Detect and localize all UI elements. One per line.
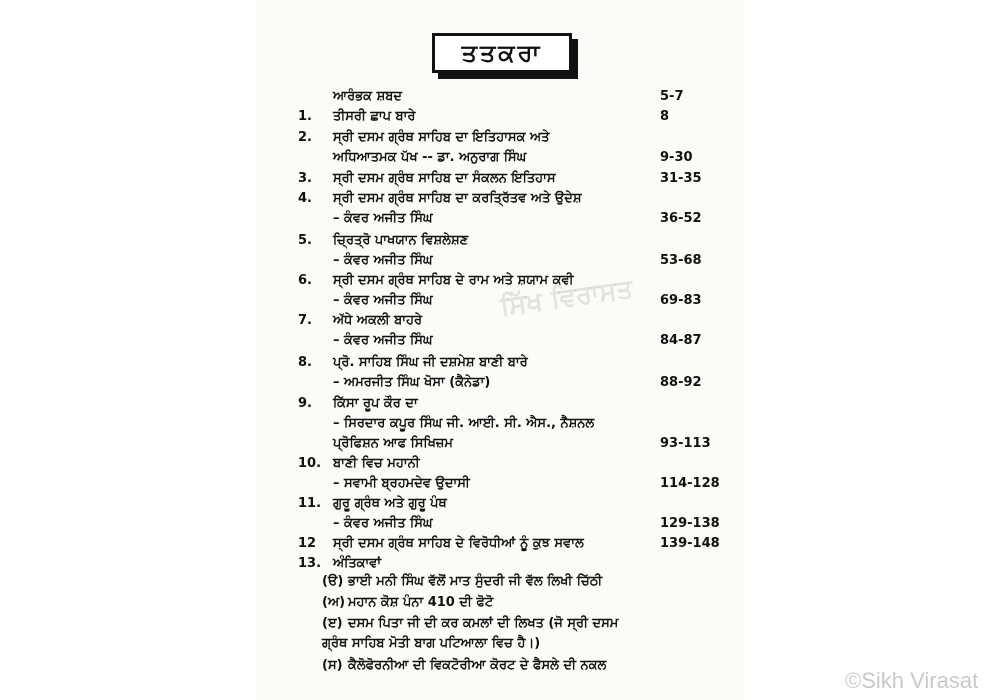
- toc-entry: [0, 250, 1000, 272]
- toc-entry: [0, 493, 1000, 515]
- entry-page-range: 36-52: [660, 211, 702, 226]
- toc-entry: [0, 270, 1000, 292]
- entry-page-range: 31-35: [660, 171, 702, 186]
- toc-entry: [0, 372, 1000, 394]
- entry-number: 7.: [298, 313, 312, 328]
- page-title: ਤਤਕਰਾ: [432, 33, 572, 73]
- entry-title: ਅੰਤਿਕਾਵਾਂ: [333, 556, 382, 571]
- entry-page-range: 53-68: [660, 253, 702, 268]
- entry-number: 2.: [298, 130, 312, 145]
- entry-number: 9.: [298, 396, 312, 411]
- entry-number: 13.: [298, 556, 322, 571]
- toc-entry: [0, 453, 1000, 475]
- entry-number: 6.: [298, 273, 312, 288]
- entry-title: ਸ੍ਰੀ ਦਸਮ ਗ੍ਰੰਥ ਸਾਹਿਬ ਦਾ ਕਰਤ੍ਰਿੱਤਵ ਅਤੇ ਉਦੇਸ਼: [333, 191, 582, 206]
- toc-entry: [0, 208, 1000, 230]
- entry-title: – ਕੰਵਰ ਅਜੀਤ ਸਿੰਘ: [333, 211, 433, 226]
- annex-text: ਮਹਾਨ ਕੋਸ਼ ਪੰਨਾ 410 ਦੀ ਫੋਟੋ: [348, 595, 494, 610]
- toc-entry: [0, 106, 1000, 128]
- entry-title: ਪ੍ਰੋਫਿਸ਼ਨ ਆਫ ਸਿਖਿਜ਼ਮ: [333, 436, 453, 451]
- annex-label: (ਸ): [322, 658, 343, 673]
- entry-title: ਕਿੱਸਾ ਰੂਪ ਕੌਰ ਦਾ: [333, 396, 418, 411]
- toc-entry: [0, 393, 1000, 415]
- entry-title: – ਸਿਰਦਾਰ ਕਪੂਰ ਸਿੰਘ ਜੀ. ਆਈ. ਸੀ. ਐਸ., ਨੈਸ਼ਨਲ: [333, 416, 595, 431]
- annex-text: ਕੈਲੋਫੋਰਨੀਆ ਦੀ ਵਿਕਟੋਰੀਆ ਕੋਰਟ ਦੇ ਫੈਸਲੇ ਦੀ ਨਕਲ: [348, 658, 607, 673]
- entry-number: 4.: [298, 191, 312, 206]
- entry-title: ਪ੍ਰੋ. ਸਾਹਿਬ ਸਿੰਘ ਜੀ ਦਸ਼ਮੇਸ਼ ਬਾਣੀ ਬਾਰੇ: [333, 355, 528, 370]
- entry-title: – ਸਵਾਮੀ ਬ੍ਰਹਮਦੇਵ ਉਦਾਸੀ: [333, 476, 470, 491]
- toc-entry: [0, 290, 1000, 312]
- entry-title: ਸ੍ਰੀ ਦਸਮ ਗ੍ਰੰਥ ਸਾਹਿਬ ਦਾ ਇਤਿਹਾਸਕ ਅਤੇ: [333, 130, 550, 145]
- entry-title: – ਅਮਰਜੀਤ ਸਿੰਘ ਖੋਸਾ (ਕੈਨੇਡਾ): [333, 375, 491, 390]
- entry-page-range: 9-30: [660, 150, 693, 165]
- toc-entry: [0, 230, 1000, 252]
- toc-entry: [0, 86, 1000, 108]
- toc-entry: [0, 513, 1000, 535]
- entry-title: ਤੀਸਰੀ ਛਾਪ ਬਾਰੇ: [333, 109, 416, 124]
- annex-label: (ੲ): [322, 616, 343, 631]
- toc-entry: [0, 188, 1000, 210]
- annex-label: (ਅ): [322, 595, 346, 610]
- annex-text: ਦਸਮ ਪਿਤਾ ਜੀ ਦੀ ਕਰ ਕਮਲਾਂ ਦੀ ਲਿਖਤ (ਜੋ ਸ੍ਰੀ ਦਸਮ: [348, 616, 619, 631]
- entry-title: ਬਾਣੀ ਵਿਚ ਮਹਾਨੀ: [333, 456, 420, 471]
- toc-entry: [0, 330, 1000, 352]
- toc-entry: [0, 127, 1000, 149]
- entry-title: ਚ੍ਰਿਤ੍ਰੋ ਪਾਖਯਾਨ ਵਿਸ਼ਲੇਸ਼ਣ: [333, 233, 469, 248]
- copyright-watermark: ©Sikh Virasat: [845, 668, 979, 693]
- entry-page-range: 114-128: [660, 476, 720, 491]
- annex-entry: [0, 592, 1000, 614]
- entry-page-range: 5-7: [660, 89, 684, 104]
- toc-entry: [0, 168, 1000, 190]
- entry-title: ਗੁਰੂ ਗ੍ਰੰਥ ਅਤੇ ਗੁਰੂ ਪੰਥ: [333, 496, 447, 511]
- entry-number: 12: [298, 536, 317, 551]
- entry-page-range: 8: [660, 109, 670, 124]
- toc-entry: [0, 413, 1000, 435]
- annex-text: ਗ੍ਰੰਥ ਸਾਹਿਬ ਮੋਤੀ ਬਾਗ ਪਟਿਆਲਾ ਵਿਚ ਹੈ।): [322, 636, 541, 651]
- entry-page-range: 139-148: [660, 536, 720, 551]
- entry-page-range: 84-87: [660, 333, 702, 348]
- entry-page-range: 129-138: [660, 516, 720, 531]
- entry-title: ਸ੍ਰੀ ਦਸਮ ਗ੍ਰੰਥ ਸਾਹਿਬ ਦੇ ਰਾਮ ਅਤੇ ਸ਼ਯਾਮ ਕਵੀ: [333, 273, 574, 288]
- entry-number: 10.: [298, 456, 322, 471]
- entry-title: – ਕੰਵਰ ਅਜੀਤ ਸਿੰਘ: [333, 293, 433, 308]
- toc-entry: [0, 473, 1000, 495]
- entry-number: 1.: [298, 109, 312, 124]
- entry-title: – ਕੰਵਰ ਅਜੀਤ ਸਿੰਘ: [333, 333, 433, 348]
- entry-number: 11.: [298, 496, 322, 511]
- annex-entry: [0, 571, 1000, 593]
- entry-page-range: 93-113: [660, 436, 711, 451]
- entry-page-range: 88-92: [660, 375, 702, 390]
- annex-entry: [0, 613, 1000, 635]
- entry-number: 8.: [298, 355, 312, 370]
- annex-label: (ੳ): [322, 574, 344, 589]
- entry-title: ਸ੍ਰੀ ਦਸਮ ਗ੍ਰੰਥ ਸਾਹਿਬ ਦੇ ਵਿਰੋਧੀਆਂ ਨੂੰ ਕੁਝ ਸਵਾਲ: [333, 536, 584, 551]
- toc-entry: [0, 352, 1000, 374]
- toc-entry: [0, 147, 1000, 169]
- annex-text: ਭਾਈ ਮਨੀ ਸਿੰਘ ਵੱਲੋਂ ਮਾਤ ਸੁੰਦਰੀ ਜੀ ਵੱਲ ਲਿਖੀ ਚਿੱਠੀ: [348, 574, 603, 589]
- entry-title: ਅਧਿਆਤਮਕ ਪੱਖ -- ਡਾ. ਅਨੁਰਾਗ ਸਿੰਘ: [333, 150, 527, 165]
- entry-page-range: 69-83: [660, 293, 702, 308]
- toc-entry: [0, 433, 1000, 455]
- entry-title: ਸ੍ਰੀ ਦਸਮ ਗ੍ਰੰਥ ਸਾਹਿਬ ਦਾ ਸੰਕਲਨ ਇਤਿਹਾਸ: [333, 171, 556, 186]
- entry-number: 3.: [298, 171, 312, 186]
- entry-title: – ਕੰਵਰ ਅਜੀਤ ਸਿੰਘ: [333, 516, 433, 531]
- entry-title: – ਕੰਵਰ ਅਜੀਤ ਸਿੰਘ: [333, 253, 433, 268]
- annex-entry: [0, 633, 1000, 655]
- watermark-text: ਸਿੱਖ ਵਿਰਾਸਤ: [498, 273, 635, 323]
- entry-title: ਆਰੰਭਕ ਸ਼ਬਦ: [333, 89, 402, 104]
- toc-entry: [0, 533, 1000, 555]
- entry-number: 5.: [298, 233, 312, 248]
- entry-title: ਅੱਧੇ ਅਕਲੀ ਬਾਹਰੇ: [333, 313, 423, 328]
- toc-entry: [0, 310, 1000, 332]
